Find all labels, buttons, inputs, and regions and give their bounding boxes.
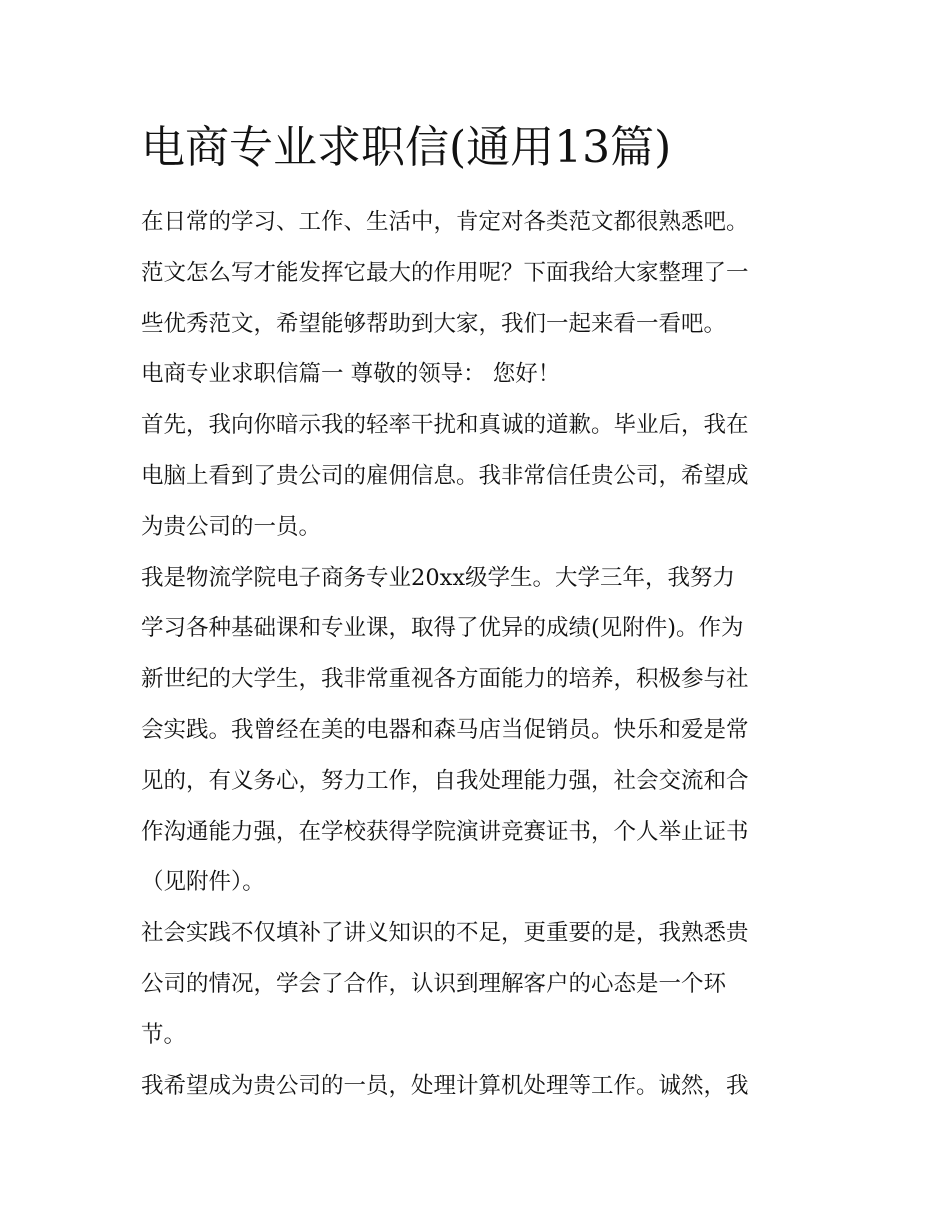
body-line: （见附件）。 xyxy=(141,869,265,896)
section-heading-line: 电商专业求职信篇一 尊敬的领导： 您好！ xyxy=(141,361,561,388)
body-line: 作沟通能力强，在学校获得学院演讲竞赛证书，个人举止证书 xyxy=(141,818,749,845)
body-line: 我是物流学院电子商务专业20xx级学生。大学三年，我努力 xyxy=(141,564,736,591)
body-line: 节。 xyxy=(141,1021,187,1048)
body-line: 在日常的学习、工作、生活中，肯定对各类范文都很熟悉吧。 xyxy=(141,209,749,235)
body-line: 电脑上看到了贵公司的雇佣信息。我非常信任贵公司，希望成 xyxy=(141,462,749,489)
body-line: 些优秀范文，希望能够帮助到大家，我们一起来看一看吧。 xyxy=(141,310,727,337)
body-line: 为贵公司的一员。 xyxy=(141,513,322,540)
document-body xyxy=(141,197,821,1111)
body-line: 公司的情况，学会了合作，认识到理解客户的心态是一个环 xyxy=(141,970,727,997)
body-line: 我希望成为贵公司的一员，处理计算机处理等工作。诚然，我 xyxy=(141,1072,749,1099)
body-line: 会实践。我曾经在美的电器和森马店当促销员。快乐和爱是常 xyxy=(141,716,749,743)
body-line: 新世纪的大学生，我非常重视各方面能力的培养，积极参与社 xyxy=(141,666,749,693)
document-title: 电商专业求职信(通用13篇) xyxy=(141,122,672,173)
body-line: 见的，有义务心，努力工作，自我处理能力强，社会交流和合 xyxy=(141,767,749,794)
body-line: 首先，我向你暗示我的轻率干扰和真诚的道歉。毕业后，我在 xyxy=(141,412,749,439)
body-line: 范文怎么写才能发挥它最大的作用呢？下面我给大家整理了一 xyxy=(141,259,749,286)
body-line: 学习各种基础课和专业课，取得了优异的成绩(见附件)。作为 xyxy=(141,615,744,642)
body-line: 社会实践不仅填补了讲义知识的不足，更重要的是，我熟悉贵 xyxy=(141,920,749,947)
